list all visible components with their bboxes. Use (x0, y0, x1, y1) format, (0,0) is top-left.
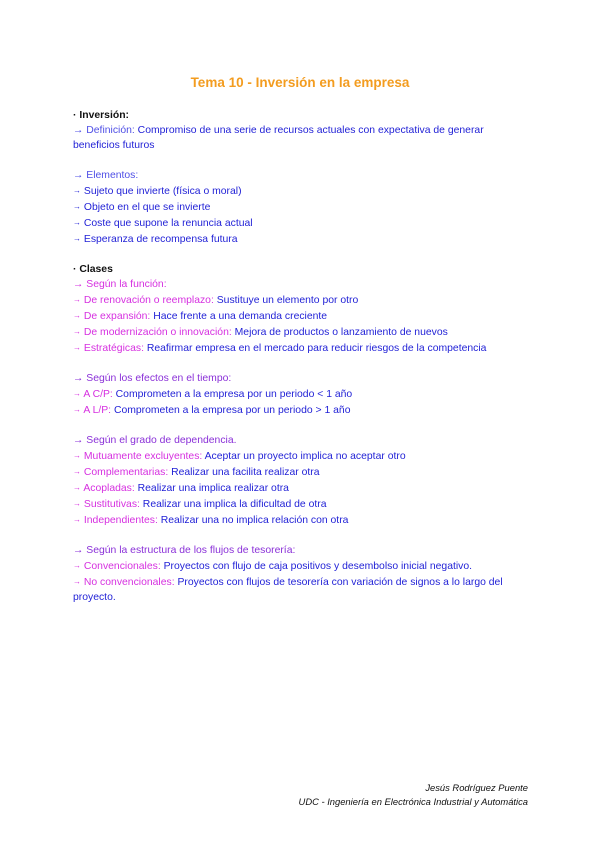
list-item: → Esperanza de recompensa futura (73, 234, 238, 245)
tiempo-label: → Según los efectos en el tiempo: (73, 373, 232, 384)
small-arrow-icon: → (73, 451, 81, 460)
small-arrow-icon: → (73, 577, 81, 586)
list-item: → Sustitutivas: Realizar una implica la dificultad de otra (73, 499, 327, 510)
flujos-label: → Según la estructura de los flujos de tesorería: (73, 545, 296, 556)
list-item: → De modernización o innovación: Mejora de productos o lanzamiento de nuevos (73, 327, 448, 338)
list-item: → A C/P: Comprometen a la empresa por un periodo < 1 año (73, 389, 353, 400)
small-arrow-icon: → (73, 561, 81, 570)
list-item: → A L/P: Comprometen a la empresa por un periodo > 1 año (73, 405, 351, 416)
page-footer (299, 781, 528, 809)
list-item: → De renovación o reemplazo: Sustituye un elemento por otro (73, 295, 359, 306)
list-item: → No convencionales: Proyectos con flujos de tesorería con variación de signos a lo largo del proyecto. (73, 577, 503, 603)
small-arrow-icon: → (73, 483, 81, 492)
list-item: → Coste que supone la renuncia actual (73, 218, 253, 229)
footer-author: Jesús Rodríguez Puente (425, 782, 528, 793)
elementos-label: → Elementos: (73, 170, 139, 181)
footer-institution: UDC - Ingeniería en Electrónica Industrial y Automática (298, 796, 528, 807)
list-item: → Independientes: Realizar una no implica relación con otra (73, 515, 349, 526)
section-heading-clases: · Clases (73, 264, 113, 275)
document-body (73, 108, 533, 605)
small-arrow-icon: → (73, 218, 81, 227)
small-arrow-icon: → (73, 389, 81, 398)
small-arrow-icon: → (73, 467, 81, 476)
definicion-text-continued: beneficios futuros (73, 140, 155, 151)
dependencia-label: → Según el grado de dependencia. (73, 435, 237, 446)
definicion-paragraph (73, 123, 533, 138)
small-arrow-icon: → (73, 405, 81, 414)
list-item: → Mutuamente excluyentes: Aceptar un proyecto implica no aceptar otro (73, 451, 406, 462)
list-item: → Acopladas: Realizar una implica realizar otra (73, 483, 289, 494)
definicion-label: → Definición: (73, 125, 135, 136)
small-arrow-icon: → (73, 234, 81, 243)
list-item: → Objeto en el que se invierte (73, 202, 211, 213)
list-item: → Complementarias: Realizar una facilita realizar otra (73, 467, 320, 478)
funcion-label: → Según la función: (73, 279, 167, 290)
list-item: → Estratégicas: Reafirmar empresa en el mercado para reducir riesgos de la competencia (73, 343, 487, 354)
small-arrow-icon: → (73, 295, 81, 304)
small-arrow-icon: → (73, 499, 81, 508)
definicion-text: Compromiso de una serie de recursos actuales con expectativa de generar (134, 125, 484, 136)
small-arrow-icon: → (73, 327, 81, 336)
section-heading-inversion: · Inversión: (73, 110, 130, 121)
small-arrow-icon: → (73, 343, 81, 352)
list-item: → Convencionales: Proyectos con flujo de caja positivos y desembolso inicial negativo. (73, 561, 473, 572)
small-arrow-icon: → (73, 515, 81, 524)
list-item: → Sujeto que invierte (física o moral) (73, 186, 242, 197)
small-arrow-icon: → (73, 202, 81, 211)
page-title: Tema 10 - Inversión en la empresa (190, 75, 410, 90)
small-arrow-icon: → (73, 186, 81, 195)
list-item: → De expansión: Hace frente a una demanda creciente (73, 311, 328, 322)
small-arrow-icon: → (73, 311, 81, 320)
